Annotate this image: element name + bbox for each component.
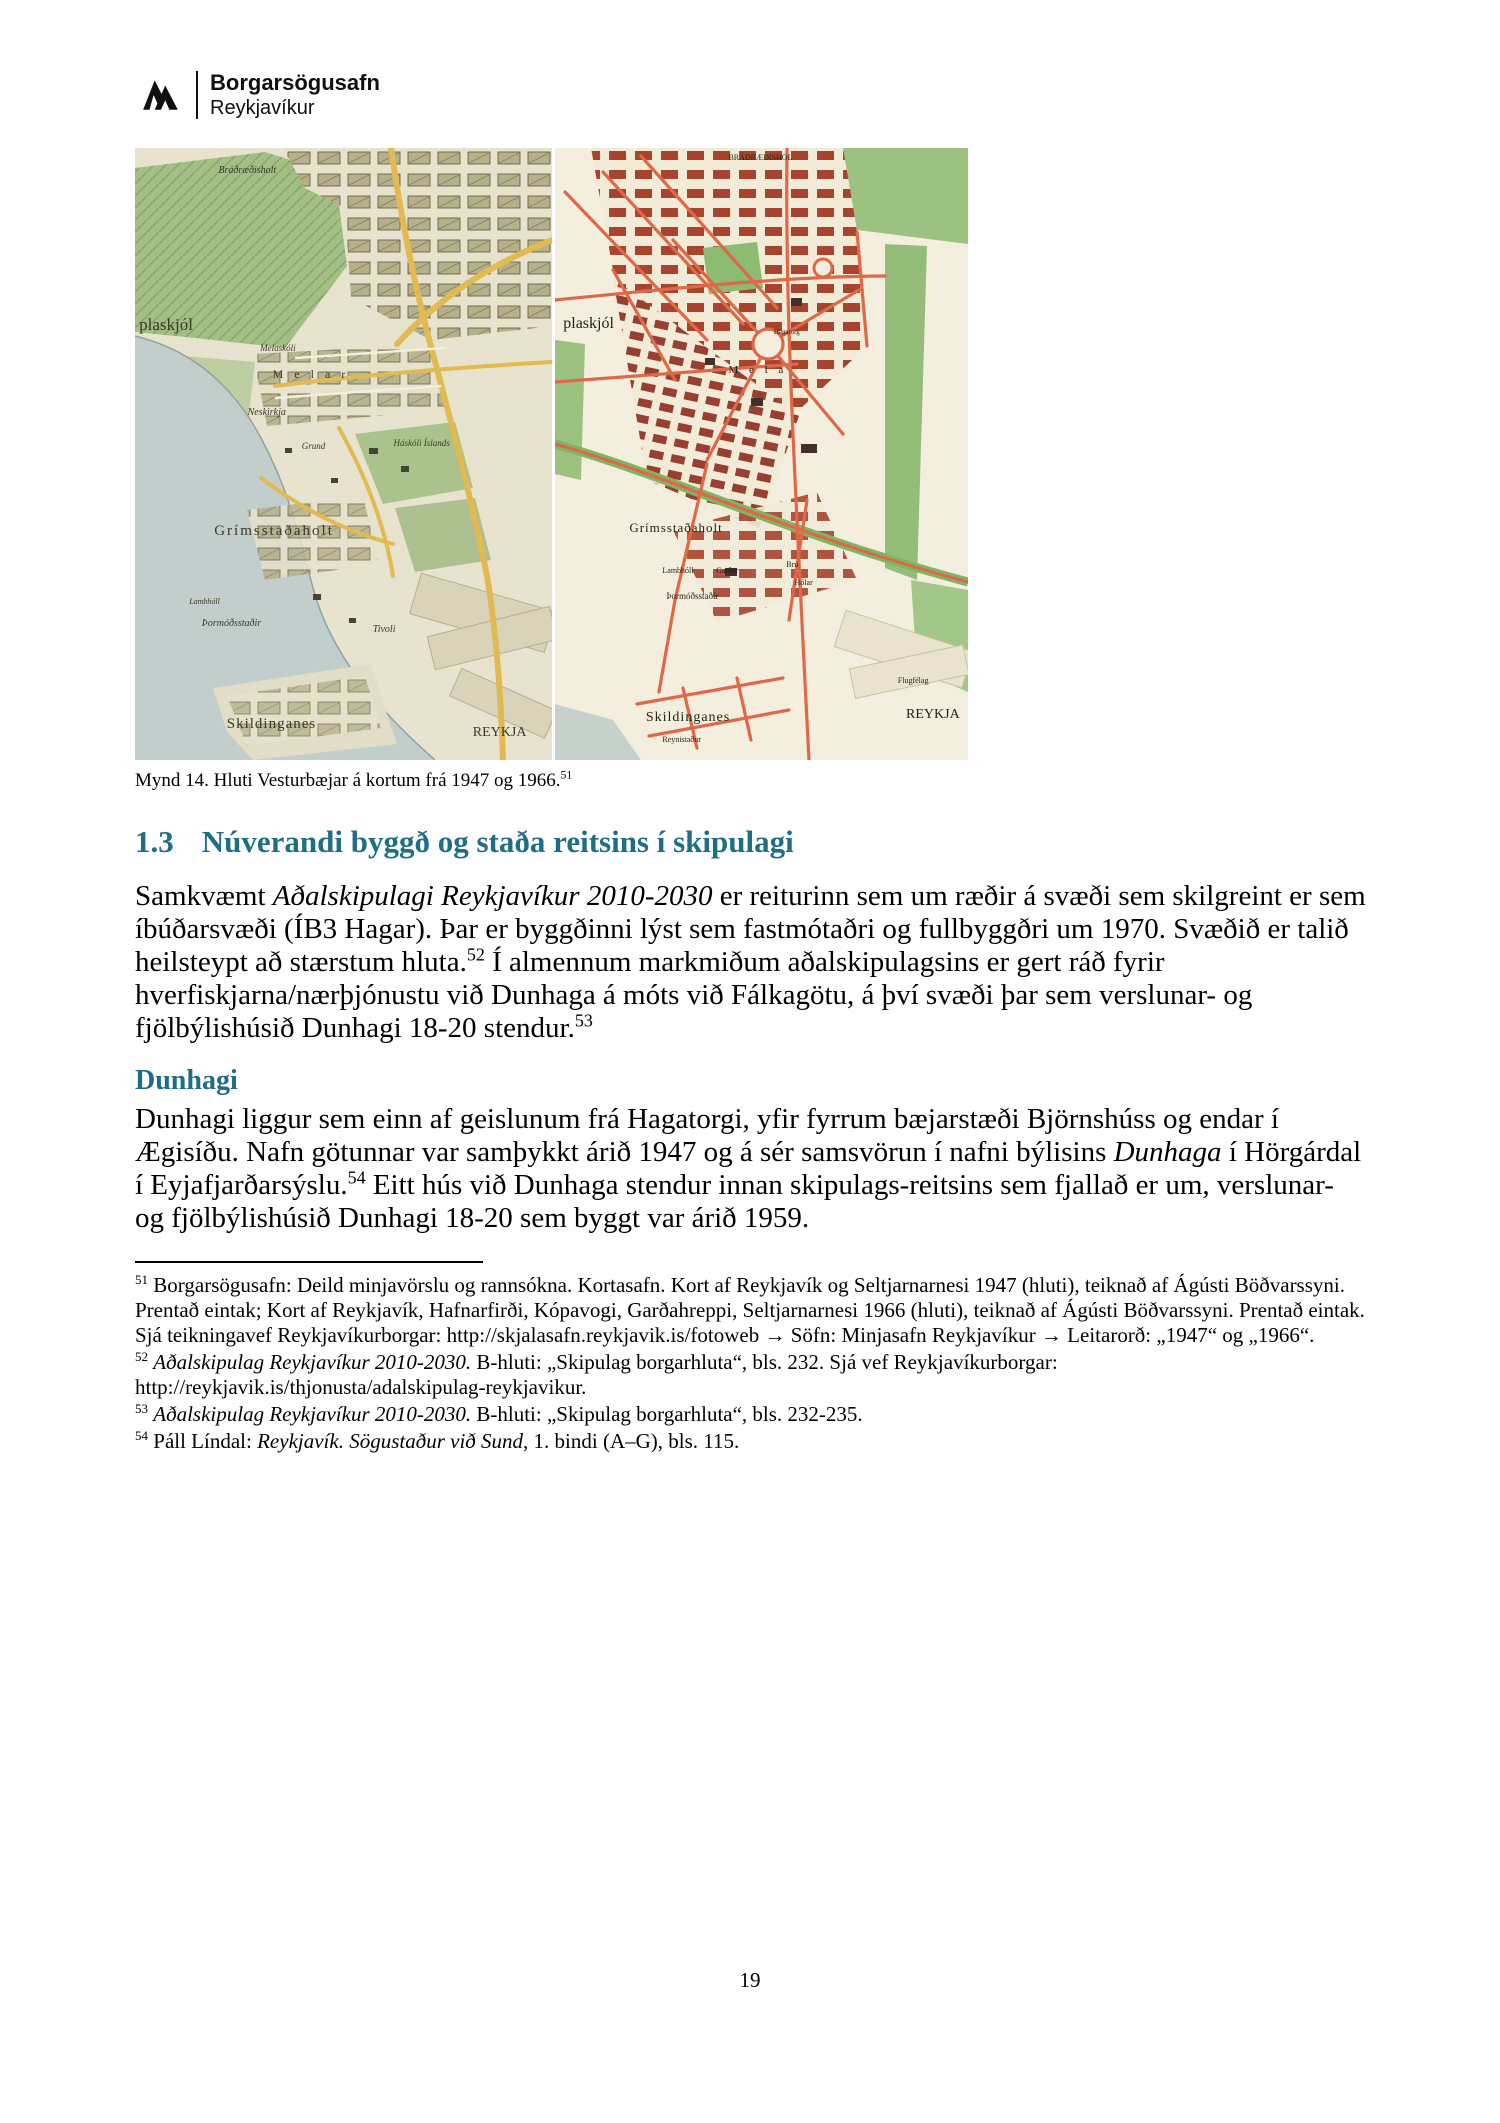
map-label: REYKJA (906, 706, 960, 722)
map-label: M e l a r (272, 367, 350, 382)
paragraph-text: Í almennum markmiðum aðalskipulagsins er gert ráð fyrir hverfiskjarna/nærþjónustu við Dunhaga á móts við Fálkagötu, á því svæði þar sem verslunar- og fjölbýlishúsið Dunhagi 18-20 stendur. (135, 946, 1253, 1044)
footnote-ref: 52 (466, 944, 485, 965)
map-label: Brú (786, 560, 799, 570)
content-column (135, 148, 1368, 1454)
map-1966 (555, 148, 968, 760)
paragraph-text: Dunhagi liggur sem einn af geislunum frá Hagatorgi, yfir fyrrum bæjarstæði Björnshúss og endar í Ægisíðu. Nafn götunnar var samþykkt árið 1947 og á sér samsvörun í nafni býlisins (135, 1103, 1279, 1168)
map-label: Háskóli Íslands (393, 437, 450, 448)
section-number: 1.3 (135, 824, 174, 859)
footnote-number: 54 (135, 1428, 149, 1443)
paragraph-italic: Aðalskipulagi Reykjavíkur 2010-2030 (272, 880, 713, 912)
logo-subtitle: Reykjavíkur (210, 97, 315, 120)
logo-divider (196, 71, 198, 119)
paragraph-text: í Hörgárdal í Eyjafjarðarsýslu. (135, 1136, 1362, 1201)
map-label: Bráðræðisholt (218, 165, 277, 177)
paragraph-2 (135, 1103, 1368, 1235)
map-label: Tivoli (372, 624, 396, 636)
map-label: Grímsstaðaholt (629, 520, 723, 536)
map-1947 (135, 148, 552, 760)
map-label: Hagatorg (773, 327, 800, 336)
map-1966-labels (555, 148, 968, 760)
map-label: Melaskóli (260, 342, 296, 353)
map-label: REYKJA (472, 725, 527, 741)
footnote-italic: Aðalskipulag Reykjavíkur 2010-2030. (153, 1402, 472, 1426)
map-label: Þormóðsstaðir (201, 618, 262, 630)
map-label: Flugfélag (897, 676, 929, 686)
footnotes (135, 1273, 1368, 1454)
subsection-heading: Dunhagi (135, 1065, 238, 1096)
section-title: Núverandi byggð og staða reitsins í skipulagi (201, 824, 794, 859)
footnote-italic: Reykjavík. Sögustaður við Sund (257, 1429, 524, 1453)
caption-text: Mynd 14. Hluti Vesturbæjar á kortum frá 1947 og 1966. (135, 770, 561, 791)
map-label: Grund (301, 440, 326, 451)
section-heading (135, 824, 1368, 860)
map-label: Lambhóll (662, 566, 694, 576)
logo-text (210, 70, 380, 120)
footnote-53 (135, 1402, 1368, 1427)
map-label: Reynistaður (662, 734, 702, 744)
map-label: Skildinganes (645, 710, 731, 726)
paragraph-text: er reiturinn sem um ræðir á svæði sem skilgreint er sem íbúðarsvæði (ÍB3 Hagar). Þar er byggðinni lýst sem fastmótaðri og fullbyggðri um 1970. Svæðið er talið heilsteypt að stærstum hluta. (135, 880, 1366, 978)
map-label: BRÁÐRÆÐISHOL (728, 153, 793, 163)
figure-caption (135, 768, 1368, 794)
map-label: plaskjól (139, 315, 193, 335)
footnote-ref: 53 (574, 1010, 593, 1031)
footnote-51 (135, 1273, 1368, 1348)
logo-title: Borgarsögusafn (210, 70, 380, 95)
footnote-text: , 1. bindi (A–G), bls. 115. (523, 1429, 740, 1453)
paragraph-1 (135, 880, 1368, 1045)
map-label: Grímsstaðaholt (214, 523, 334, 540)
footnote-number: 51 (135, 1272, 149, 1287)
footnote-52 (135, 1350, 1368, 1400)
footnote-text: B-hluti: „Skipulag borgarhluta“, bls. 232. Sjá vef Reykjavíkurborgar: http://reykjavik.is/thjonusta/adalskipulag-reykjavikur. (135, 1350, 1058, 1399)
paragraph-italic: Dunhaga (1113, 1136, 1222, 1168)
footnote-text: Páll Líndal: (148, 1429, 258, 1453)
caption-footnote-ref: 51 (560, 768, 573, 782)
map-label: Hólar (794, 578, 813, 588)
footnote-text: B-hluti: „Skipulag borgarhluta“, bls. 232-235. (471, 1402, 863, 1426)
map-label: Garðar (716, 566, 739, 576)
paragraph-text: Samkvæmt (135, 880, 273, 912)
museum-logo-icon (138, 74, 184, 116)
footnote-54 (135, 1429, 1368, 1454)
footnote-number: 53 (135, 1401, 149, 1416)
map-1947-labels (135, 148, 552, 760)
figure-maps (135, 148, 1368, 794)
footnote-number: 52 (135, 1349, 149, 1364)
footnote-ref: 54 (347, 1167, 366, 1188)
footnote-text: Borgarsögusafn: Deild minjavörslu og rannsókna. Kortasafn. Kort af Reykjavík og Seltjarnarnesi 1947 (hluti), teiknað af Ágústi Böðvarssyni. Prentað eintak; Kort af Reykjavík, Hafnarfirði, Kópavogi, Garðahreppi, Seltjarnarnesi 1966 (hluti), teiknað af Ágústi Böðvarssyni. Prentað eintak. Sjá teikningavef Reykjavíkurborgar: http://skjalasafn.reykjavik.is/fotoweb → Söfn: Minjasafn Reykjavíkur → Leitarorð: „1947“ og „1966“. (135, 1273, 1365, 1347)
footnote-italic: Aðalskipulag Reykjavíkur 2010-2030. (153, 1350, 472, 1374)
map-label: plaskjól (563, 315, 614, 333)
map-row (135, 148, 968, 760)
page-number: 19 (739, 1968, 761, 1992)
paragraph-text: Eitt hús við Dunhaga stendur innan skipulags-reitsins sem fjallað er um, verslunar- og fjölbýlishúsið Dunhagi 18-20 sem byggt var árið 1959. (135, 1169, 1334, 1234)
map-label: M e l a (728, 364, 788, 377)
logo (138, 70, 380, 120)
map-label: Neskirkja (247, 407, 286, 419)
map-label: Lambhóll (189, 596, 220, 606)
map-label: Þormóðsstaðir (666, 590, 719, 601)
map-label: Skildinganes (226, 716, 317, 733)
footnote-separator (135, 1261, 483, 1263)
